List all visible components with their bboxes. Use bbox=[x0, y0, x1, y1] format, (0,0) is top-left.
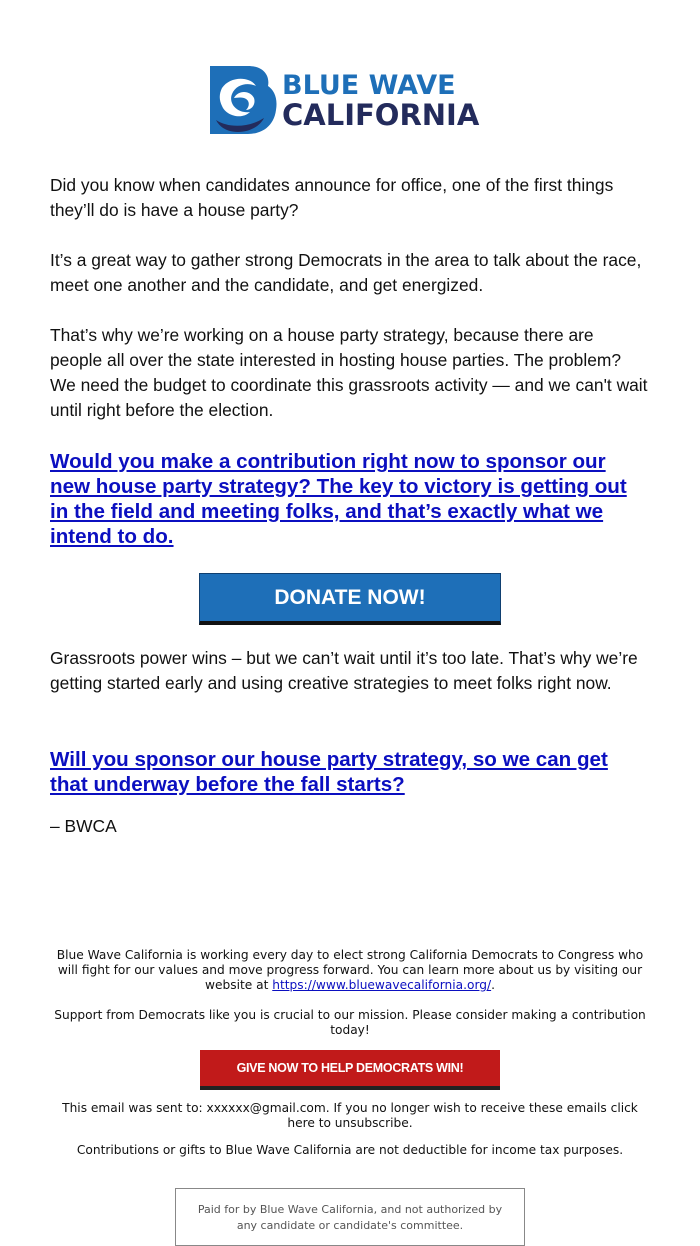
body-paragraph-2: It’s a great way to gather strong Democrats in the area to talk about the race, meet one another and the candidate, and get energized. bbox=[50, 250, 642, 295]
wave-b-icon bbox=[208, 64, 278, 136]
logo-text-top: BLUE WAVE bbox=[282, 70, 456, 101]
contribution-link[interactable]: Would you make a contribution right now to sponsor our new house party strategy? The key to victory is getting out in the field and meeting folks, and that’s exactly what we intend to do. bbox=[50, 450, 627, 548]
body-paragraph-3: That’s why we’re working on a house party strategy, because there are people all over the state interested in hosting house parties. The problem? We need the budget to coordinate this grassroots activity — and we can't wait until right before the election. bbox=[50, 325, 648, 420]
sponsor-link[interactable]: Will you sponsor our house party strategy, so we can get that underway before the fall starts? bbox=[50, 748, 608, 796]
signature: – BWCA bbox=[50, 816, 117, 836]
footer-sent-notice: This email was sent to: xxxxxx@gmail.com. If you no longer wish to receive these emails click here to unsubscribe. bbox=[62, 1101, 638, 1130]
footer-tax-notice: Contributions or gifts to Blue Wave California are not deductible for income tax purposes. bbox=[76, 1143, 624, 1157]
website-link[interactable]: https://www.bluewavecalifornia.org/ bbox=[272, 978, 492, 992]
logo-text-bottom: CALIFORNIA bbox=[282, 98, 480, 132]
donate-now-button[interactable]: DONATE NOW! bbox=[199, 573, 501, 625]
brand-logo bbox=[208, 64, 498, 136]
footer-about-end: . bbox=[491, 978, 495, 992]
footer-support: Support from Democrats like you is crucial to our mission. Please consider making a contribution today! bbox=[54, 1008, 646, 1037]
footer-about-text: Blue Wave California is working every day to elect strong California Democrats to Congress who will fight for our values and move progress forward. You can learn more about us by visiting our website at bbox=[56, 948, 644, 992]
body-paragraph-1: Did you know when candidates announce for office, one of the first things they’ll do is have a house party? bbox=[50, 175, 614, 220]
paid-for-disclaimer: Paid for by Blue Wave California, and not authorized by any candidate or candidate's committee. bbox=[175, 1188, 525, 1246]
footer-about bbox=[50, 948, 650, 993]
body-paragraph-4: Grassroots power wins – but we can’t wait until it’s too late. That’s why we’re getting started early and using creative strategies to meet folks right now. bbox=[50, 648, 638, 693]
give-now-button[interactable]: GIVE NOW TO HELP DEMOCRATS WIN! bbox=[200, 1050, 500, 1090]
